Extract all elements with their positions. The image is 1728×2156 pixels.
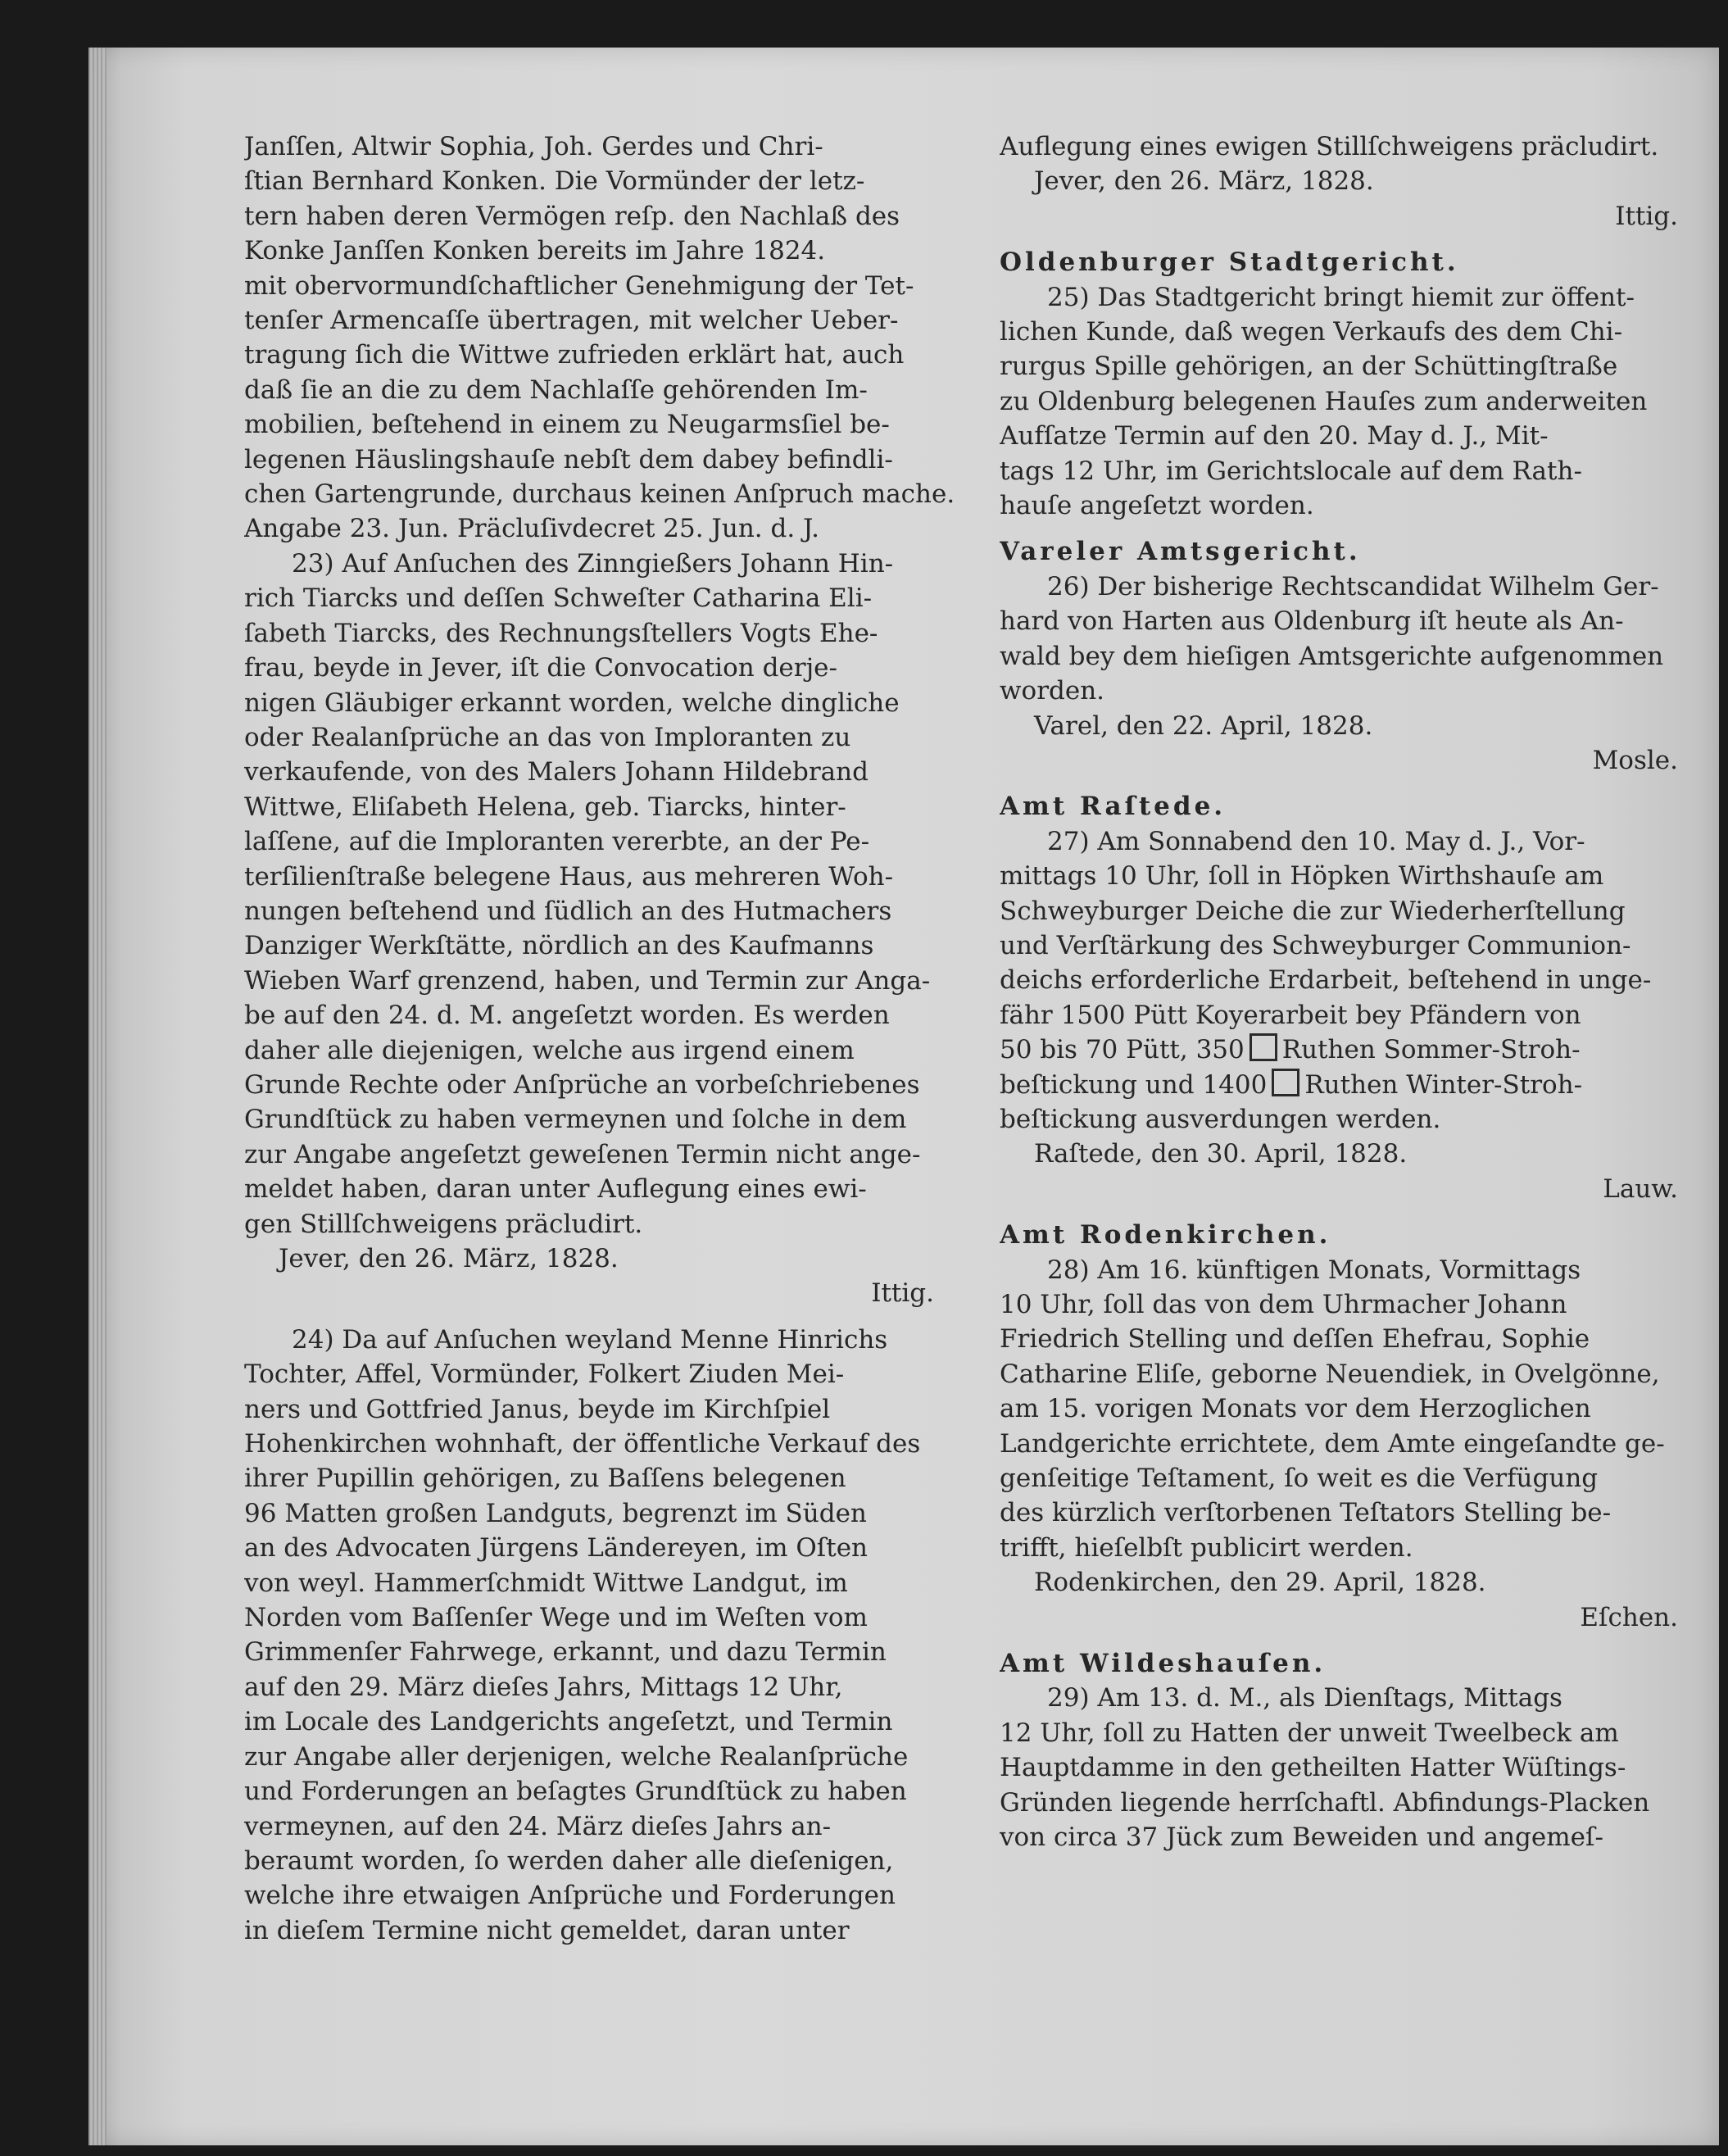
text-line: beraumt worden, ſo werden daher alle dieſenigen, [244,1845,894,1876]
text-line: terſilienſtraße belegene Haus, aus mehreren Woh- [244,861,894,892]
text-line: Aufſatze Termin auf den 20. May d. J., Mit- [1000,421,1549,452]
text-line: hauſe angeſetzt worden. [1000,491,1314,521]
text-line: Landgerichte errichtete, dem Amte eingeſandte ge- [1000,1428,1665,1459]
notice-continuation-block [1000,129,1703,164]
text-line: zur Angabe aller derjenigen, welche Realanſprüche [244,1741,909,1772]
line-text: Ruthen Sommer-Stroh- [1281,1035,1581,1065]
text-line: Norden vom Baſſenſer Wege und im Weſten vom [244,1603,868,1633]
text-line: Angabe 23. Jun. Präcluſivdecret 25. Jun. d. J. [244,514,819,544]
text-line: trifft, hieſelbſt publicirt werden. [1000,1532,1413,1563]
text-line: 96 Matten großen Landguts, begrenzt im Süden [244,1498,867,1528]
text-line: mit obervormundſchaftlicher Genehmigung der Tet- [244,270,914,301]
text-line: deichs erforderliche Erdarbeit, beſtehend in unge- [1000,965,1652,996]
text-line: nigen Gläubiger erkannt worden, welche dingliche [244,688,900,718]
text-line: Gründen liegende herrſchaftl. Abfindungs-Placken [1000,1787,1650,1818]
text-line: am 15. vorigen Monats vor dem Herzoglichen [1000,1394,1591,1424]
notice-27-block [1000,824,1703,1033]
page-edge-stack [88,48,107,2145]
signature: Eſchen. [1580,1602,1678,1632]
text-line: 28) Am 16. künftigen Monats, Vormittags [1047,1255,1581,1285]
text-line-with-box [1000,1068,1703,1102]
text-line: lichen Kunde, daß wegen Verkaufs des dem Chi- [1000,317,1623,347]
left-column [244,129,959,1948]
line-text: beſtickung und 1400 [1000,1069,1268,1100]
section-heading: Amt Wildeshauſen. [1000,1649,1327,1679]
dateline: Jever, den 26. März, 1828. [279,1244,619,1273]
text-line: 12 Uhr, ſoll zu Hatten der unweit Tweelbeck am [1000,1718,1619,1748]
text-line: frau, beyde in Jever, iſt die Convocation derje- [244,653,838,683]
text-line: Janſſen, Altwir Sophia, Joh. Gerdes und Chri- [244,132,823,161]
text-line: auf den 29. März dieſes Jahrs, Mittags 12 Uhr, [244,1672,843,1702]
notice-28-block [1000,1253,1703,1566]
dateline: Raſtede, den 30. April, 1828. [1034,1139,1408,1169]
dateline: Jever, den 26. März, 1828. [1034,166,1374,197]
signature: Lauw. [1603,1173,1678,1204]
text-line: von circa 37 Jück zum Beweiden und angemeſ- [1000,1822,1603,1853]
text-line: chen Gartengrunde, durchaus keinen Anſpruch mache. [244,479,955,510]
section-heading: Amt Raſtede. [1000,792,1227,822]
text-line: von weyl. Hammerſchmidt Wittwe Landgut, im [244,1568,848,1598]
square-rod-symbol-icon [1250,1033,1277,1061]
text-line: laſſene, auf die Imploranten vererbte, an der Pe- [244,827,870,857]
text-line: mittags 10 Uhr, ſoll in Höpken Wirthshauſe am [1000,861,1604,892]
notice-29-block [1000,1681,1703,1854]
text-line: tern haben deren Vermögen reſp. den Nachlaß des [244,201,900,231]
text-line: Grimmenſer Fahrwege, erkannt, und dazu Termin [244,1637,887,1668]
text-line: Tochter, Affel, Vormünder, Folkert Ziuden Mei- [244,1359,845,1390]
line-text: Ruthen Winter-Stroh- [1304,1069,1583,1100]
text-line: verkaufende, von des Malers Johann Hildebrand [244,757,869,788]
dateline: Varel, den 22. April, 1828. [1034,710,1373,741]
signature: Mosle. [1592,745,1678,775]
text-line: ſabeth Tiarcks, des Rechnungsſtellers Vogts Ehe- [244,618,878,648]
text-line: Grunde Rechte oder Anſprüche an vorbeſchriebenes [244,1069,920,1100]
text-line: 27) Am Sonnabend den 10. May d. J., Vor- [1047,826,1585,856]
notice-24-block [244,1323,959,1948]
text-line: Hohenkirchen wohnhaft, der öffentliche Verkauf des [244,1429,921,1459]
text-line: zur Angabe angeſetzt geweſenen Termin nicht ange- [244,1139,921,1169]
text-line: wald bey dem hieſigen Amtsgerichte aufgenommen [1000,641,1664,671]
section-heading: Amt Rodenkirchen. [1000,1220,1331,1250]
notice-26-block [1000,570,1703,709]
notice-23-block [244,547,959,1241]
newspaper-page [88,48,1719,2145]
text-line: in dieſem Termine nicht gemeldet, daran unter [244,1915,850,1945]
text-line: daher alle diejenigen, welche aus irgend einem [244,1035,855,1065]
text-line: beſtickung ausverdungen werden. [1000,1104,1441,1134]
line-text: 50 bis 70 Pütt, 350 [1000,1035,1245,1065]
text-line: 26) Der bisherige Rechtscandidat Wilhelm Ger- [1047,571,1659,601]
text-line: ners und Gottfried Janus, beyde im Kirchſpiel [244,1394,831,1424]
notice-25-block [1000,280,1703,524]
text-line: und Forderungen an beſagtes Grundſtück zu haben [244,1777,907,1807]
text-line: 25) Das Stadtgericht bringt hiemit zur öffent- [1047,282,1635,312]
text-line: 29) Am 13. d. M., als Dienſtags, Mittags [1047,1683,1562,1713]
text-line: nungen beſtehend und ſüdlich an des Hutmachers [244,896,892,926]
text-line: an des Advocaten Jürgens Ländereyen, im Oſten [244,1533,868,1564]
text-line: welche ihre etwaigen Anſprüche und Forderungen [244,1881,896,1911]
text-line: Schweyburger Deiche die zur Wiederherſtellung [1000,896,1626,926]
text-line: rich Tiarcks und deſſen Schweſter Catharina Eli- [244,583,873,614]
text-line: Konke Janſſen Konken bereits im Jahre 1824. [244,236,826,266]
text-line: be auf den 24. d. M. angeſetzt worden. Es werden [244,1001,890,1031]
text-line: Friedrich Stelling und deſſen Ehefrau, Sophie [1000,1324,1590,1355]
text-line-with-box [1000,1033,1703,1067]
section-heading: Oldenburger Stadtgericht. [1000,247,1459,278]
text-line: im Locale des Landgerichts angeſetzt, und Termin [244,1707,893,1737]
text-line: worden. [1000,676,1105,706]
text-line: Wittwe, Eliſabeth Helena, geb. Tiarcks, hinter- [244,792,846,822]
text-line: Hauptdamme in den getheilten Hatter Wüſtings- [1000,1753,1626,1783]
section-heading: Vareler Amtsgericht. [1000,537,1361,567]
text-line: meldet haben, daran unter Auflegung eines ewi- [244,1174,867,1205]
text-line: gen Stillſchweigens präcludirt. [244,1209,643,1239]
text-line: ſtian Bernhard Konken. Die Vormünder der letz- [244,166,865,197]
signature: Ittig. [871,1278,934,1309]
signature: Ittig. [1615,201,1678,231]
dateline: Rodenkirchen, den 29. April, 1828. [1034,1568,1486,1598]
text-line: tragung ſich die Wittwe zufrieden erklärt hat, auch [244,340,905,370]
square-rod-symbol-icon [1272,1069,1299,1096]
notice-27-end-block [1000,1102,1703,1137]
text-line: und Verſtärkung des Schweyburger Communion- [1000,930,1631,960]
text-line: Wieben Warf grenzend, haben, und Termin zur Anga- [244,965,931,996]
text-line: oder Realanſprüche an das von Imploranten zu [244,722,851,752]
text-line: tenſer Armencaſſe übertragen, mit welcher Ueber- [244,306,899,336]
text-line: daß ſie an die zu dem Nachlaſſe gehörenden Im- [244,374,868,405]
text-line: 23) Auf Anſuchen des Zinngießers Johann Hin- [292,548,894,579]
text-line: Auflegung eines ewigen Stillſchweigens präcludirt. [1000,132,1659,161]
text-line: legenen Häuslingshauſe nebſt dem dabey befindli- [244,444,893,474]
text-line: 10 Uhr, ſoll das von dem Uhrmacher Johann [1000,1290,1567,1319]
text-line: tags 12 Uhr, im Gerichtslocale auf dem Rath- [1000,456,1582,486]
text-line: Grundſtück zu haben vermeynen und ſolche in dem [244,1105,907,1135]
text-line: 24) Da auf Anſuchen weyland Menne Hinrichs [292,1324,888,1355]
text-line: zu Oldenburg belegenen Hauſes zum anderweiten [1000,386,1648,416]
right-column [1000,129,1703,1855]
text-line: vermeynen, auf den 24. März dieſes Jahrs an- [244,1811,832,1841]
text-line: des kürzlich verſtorbenen Teſtators Stelling be- [1000,1498,1612,1528]
text-line: rurgus Spille gehörigen, an der Schüttingſtraße [1000,352,1618,382]
text-line: mobilien, beſtehend in einem zu Neugarmsſiel be- [244,410,890,440]
text-line: fähr 1500 Pütt Koyerarbeit bey Pfändern von [1000,1000,1581,1030]
text-line: genſeitige Teſtament, ſo weit es die Verfügung [1000,1464,1599,1494]
notice-continuation-block [244,129,959,547]
text-line: hard von Harten aus Oldenburg iſt heute als An- [1000,606,1624,637]
text-line: Catharine Eliſe, geborne Neuendiek, in Ovelgönne, [1000,1359,1660,1389]
text-line: Danziger Werkſtätte, nördlich an des Kaufmanns [244,931,874,961]
text-line: ihrer Pupillin gehörigen, zu Baſſens belegenen [244,1464,846,1494]
